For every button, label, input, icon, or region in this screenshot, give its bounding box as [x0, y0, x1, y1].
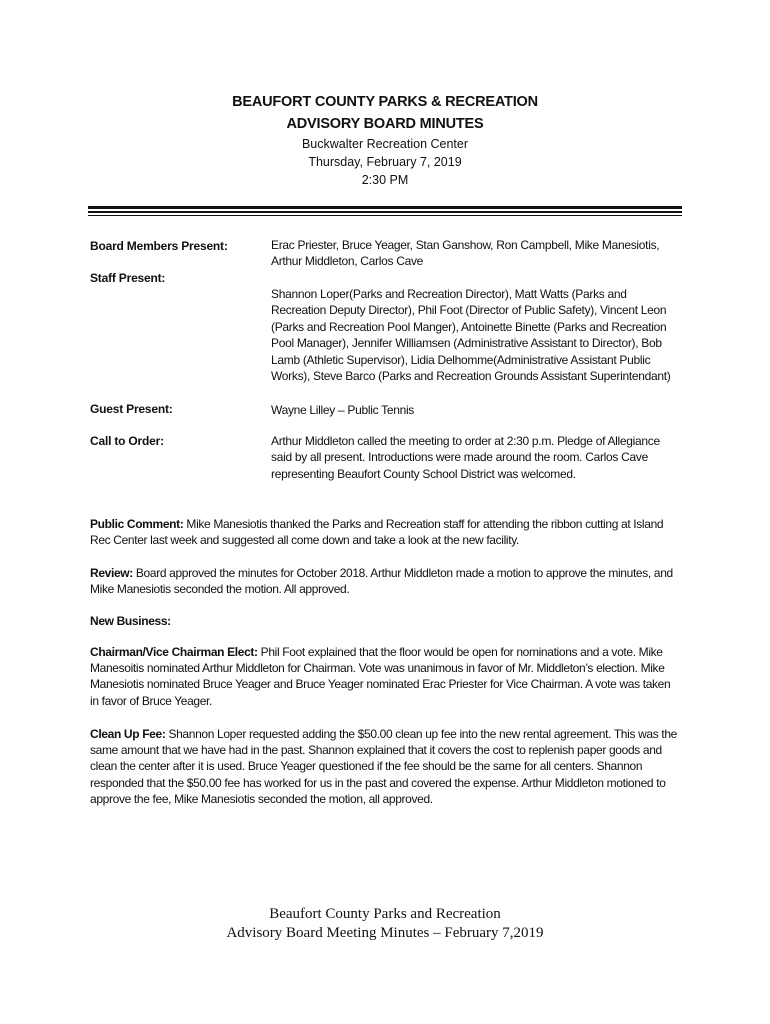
- board-members-value: Erac Priester, Bruce Yeager, Stan Ganshow, Ron Campbell, Mike Manesiotis, Arthur Middleton, Carlos Cave: [271, 238, 660, 269]
- staff-present-value: Shannon Loper(Parks and Recreation Director), Matt Watts (Parks and Recreation Deputy Director), Phil Foot (Director of Public Safety), Vincent Leon (Parks and Recreation Pool Manger), Antoinette Binette (Parks and Recreation Pool Manager), Jennifer Williamsen (Administrative Assistant to Director), Bob Lamb (Athletic Supervisor), Lidia Delhomme(Administrative Assistant Public Works), Steve Barco (Parks and Recreation Grounds Assistant Superintendant): [271, 287, 671, 384]
- cleanup-fee-text: Shannon Loper requested adding the $50.00 clean up fee into the new rental agreement. This was the same amount that we have had in the past. Shannon explained that it covers the cost to replenish paper goods and clean the center after it is used. Bruce Yeager questioned if the fee should be the same for all centers. Shannon responded that the $50.00 fee has worked for us in the past and covered the expense. Arthur Middleton motioned to approve the fee, Mike Manesiotis seconded the motion, all approved.: [90, 727, 677, 806]
- footer-org: Beaufort County Parks and Recreation: [269, 906, 501, 922]
- guest-present-label: Guest Present:: [90, 402, 173, 416]
- meeting-date: Thursday, February 7, 2019: [308, 155, 462, 169]
- header-divider-thin: [88, 215, 682, 216]
- cleanup-fee-paragraph: [90, 726, 680, 807]
- public-comment-text: Mike Manesiotis thanked the Parks and Recreation staff for attending the ribbon cutting at Island Rec Center last week and suggested all come down and take a look at the new facility.: [90, 517, 664, 548]
- chairman-elect-paragraph: [90, 644, 680, 709]
- call-to-order-value: Arthur Middleton called the meeting to order at 2:30 p.m. Pledge of Allegiance said by all present. Introductions were made around the room. Carlos Cave representing Beaufort County School District was welcomed.: [271, 434, 660, 481]
- header-divider-thick: [88, 206, 682, 209]
- chairman-elect-label: Chairman/Vice Chairman Elect:: [90, 645, 258, 659]
- meeting-time: 2:30 PM: [361, 173, 409, 187]
- new-business-label: New Business:: [90, 614, 171, 628]
- meeting-location: Buckwalter Recreation Center: [301, 137, 469, 151]
- staff-present-label: Staff Present:: [90, 271, 166, 285]
- footer-title: Advisory Board Meeting Minutes – February 7,2019: [226, 925, 544, 941]
- review-text: Board approved the minutes for October 2018. Arthur Middleton made a motion to approve the minutes, and Mike Manesiotis seconded the motion. All approved.: [90, 566, 673, 597]
- org-heading: BEAUFORT COUNTY PARKS & RECREATION: [232, 94, 538, 110]
- chairman-elect-text: Phil Foot explained that the floor would be open for nominations and a vote. Mike Manesoitis nominated Arthur Middleton for Chairman. Vote was unanimous in favor of Mr. Middleton’s election. Mike Manesiotis nominated Bruce Yeager and Bruce Yeager nominated Erac Priester for Vice Chairman. A vote was taken in favor of Bruce Yeager.: [90, 645, 671, 708]
- public-comment-label: Public Comment:: [90, 517, 184, 531]
- board-members-label: Board Members Present:: [90, 239, 228, 253]
- new-business-heading: [90, 613, 680, 629]
- review-paragraph: [90, 565, 680, 597]
- cleanup-fee-label: Clean Up Fee:: [90, 727, 166, 741]
- header-divider-medium: [88, 211, 682, 213]
- document-title: ADVISORY BOARD MINUTES: [286, 116, 484, 132]
- guest-present-value: Wayne Lilley – Public Tennis: [271, 403, 415, 417]
- public-comment-paragraph: [90, 516, 680, 548]
- review-label: Review:: [90, 566, 133, 580]
- call-to-order-label: Call to Order:: [90, 434, 164, 448]
